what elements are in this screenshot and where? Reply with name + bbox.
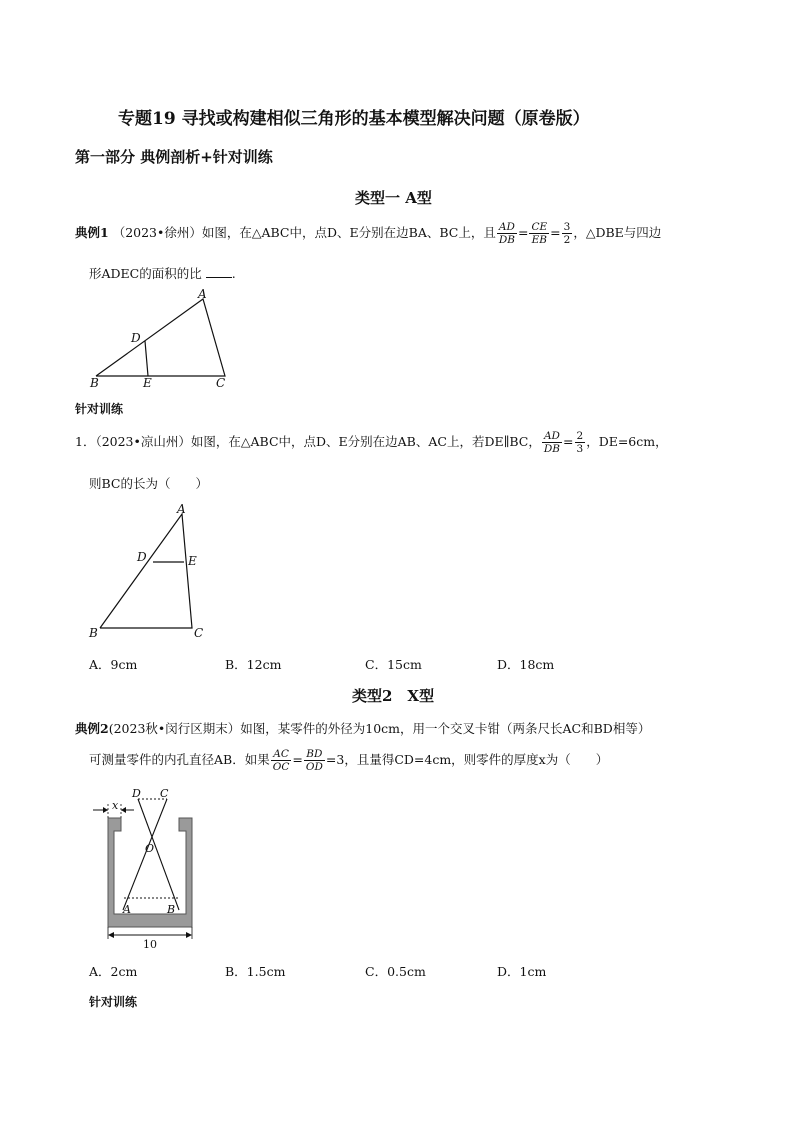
part-heading: 第一部分 典例剖析+针对训练 bbox=[75, 148, 273, 166]
ex2-option-a[interactable]: A．2cm bbox=[89, 964, 138, 979]
fraction-ad-db-q1: $\frac{AD}{DB}$ bbox=[543, 430, 561, 455]
example2-text-b: =3，且量得CD=4cm，则零件的厚度x为（ ） bbox=[325, 752, 609, 767]
segment-de bbox=[145, 341, 148, 376]
fraction-ce-eb: $\frac{CE}{EB}$ bbox=[531, 221, 548, 246]
question1-line2: 则BC的长为（ ） bbox=[89, 476, 208, 491]
figure-triangle-abc-1 bbox=[88, 284, 238, 389]
label-d: D bbox=[131, 331, 141, 345]
ex2-option-b[interactable]: B．1.5cm bbox=[225, 964, 286, 979]
type1-heading: 类型一 A型 bbox=[355, 189, 432, 207]
type2-heading: 类型2 X型 bbox=[352, 687, 435, 705]
ex2-option-c[interactable]: C．0.5cm bbox=[365, 964, 426, 979]
equals-sign: = bbox=[517, 225, 529, 240]
example2-line2 bbox=[89, 748, 608, 773]
example1-text-b: ，△DBE与四边 bbox=[573, 225, 662, 240]
example2-source: (2023秋•闵行区期末） bbox=[108, 721, 241, 736]
example1-line2 bbox=[89, 264, 236, 282]
question1-number: 1． bbox=[75, 434, 96, 449]
label-a: A bbox=[198, 287, 207, 301]
label-e: E bbox=[143, 376, 152, 389]
triangle-abc bbox=[96, 299, 225, 376]
option-a[interactable]: A．9cm bbox=[89, 657, 138, 672]
figure-caliper bbox=[88, 782, 203, 950]
fraction-bd-od: $\frac{BD}{OD}$ bbox=[305, 748, 323, 773]
width-arrowhead-right bbox=[186, 932, 192, 938]
equals-sign: = bbox=[563, 434, 574, 449]
fraction-ad-db: $\frac{AD}{DB}$ bbox=[498, 221, 515, 246]
example1-source: （2023•徐州） bbox=[112, 225, 202, 240]
label-a: A bbox=[123, 903, 131, 916]
label-d: D bbox=[132, 787, 141, 800]
example2-line1 bbox=[75, 719, 650, 737]
fraction-ac-oc: $\frac{AC}{OC}$ bbox=[272, 748, 290, 773]
example1-text-a: 如图，在△ABC中，点D、E分别在边BA、BC上，且 bbox=[201, 225, 496, 240]
practice-label-2: 针对训练 bbox=[89, 995, 138, 1009]
label-c: C bbox=[194, 626, 204, 640]
example1-line1 bbox=[75, 221, 661, 246]
period: . bbox=[231, 266, 236, 281]
ex2-option-d[interactable]: D．1cm bbox=[497, 964, 547, 979]
fraction-3-2: $\frac{3}{2}$ bbox=[563, 221, 571, 246]
example1-label: 典例1 bbox=[75, 225, 109, 240]
label-width: 10 bbox=[143, 938, 157, 950]
label-d: D bbox=[137, 550, 147, 564]
label-b: B bbox=[90, 376, 99, 389]
example1-line2-text: 形ADEC的面积的比 bbox=[89, 266, 202, 281]
answer-blank[interactable] bbox=[206, 266, 232, 278]
part-cross-section bbox=[108, 818, 192, 927]
label-c: C bbox=[216, 376, 226, 389]
label-x: x bbox=[112, 799, 119, 812]
example2-text-a: 可测量零件的内孔直径AB．如果 bbox=[89, 752, 270, 767]
label-b: B bbox=[167, 903, 176, 916]
question1-text-a: 如图，在△ABC中，点D、E分别在边AB、AC上，若DE∥BC， bbox=[190, 434, 541, 449]
label-o: O bbox=[145, 842, 155, 855]
question1-line1 bbox=[75, 430, 668, 455]
label-b: B bbox=[89, 626, 98, 640]
fraction-2-3: $\frac{2}{3}$ bbox=[576, 430, 584, 455]
label-e: E bbox=[188, 554, 197, 568]
x-arrowhead-right bbox=[121, 807, 126, 813]
option-b[interactable]: B．12cm bbox=[225, 657, 282, 672]
option-c[interactable]: C．15cm bbox=[365, 657, 422, 672]
equals-sign: = bbox=[292, 752, 303, 767]
option-d[interactable]: D．18cm bbox=[497, 657, 555, 672]
x-arrowhead-left bbox=[103, 807, 108, 813]
question1-text-b: ，DE=6cm， bbox=[586, 434, 668, 449]
practice-label-1: 针对训练 bbox=[75, 402, 124, 416]
label-c: C bbox=[160, 787, 169, 800]
label-a: A bbox=[177, 502, 186, 516]
example2-text: 如图，某零件的外径为10cm，用一个交叉卡钳（两条尺长AC和BD相等） bbox=[240, 721, 651, 736]
example2-label: 典例2 bbox=[75, 721, 109, 736]
width-arrowhead-left bbox=[108, 932, 114, 938]
question1-source: （2023•凉山州） bbox=[95, 434, 191, 449]
figure-triangle-abc-2 bbox=[86, 500, 216, 645]
equals-sign: = bbox=[550, 225, 561, 240]
page-title: 专题19 寻找或构建相似三角形的基本模型解决问题（原卷版） bbox=[118, 109, 590, 129]
triangle-abc bbox=[100, 514, 192, 628]
